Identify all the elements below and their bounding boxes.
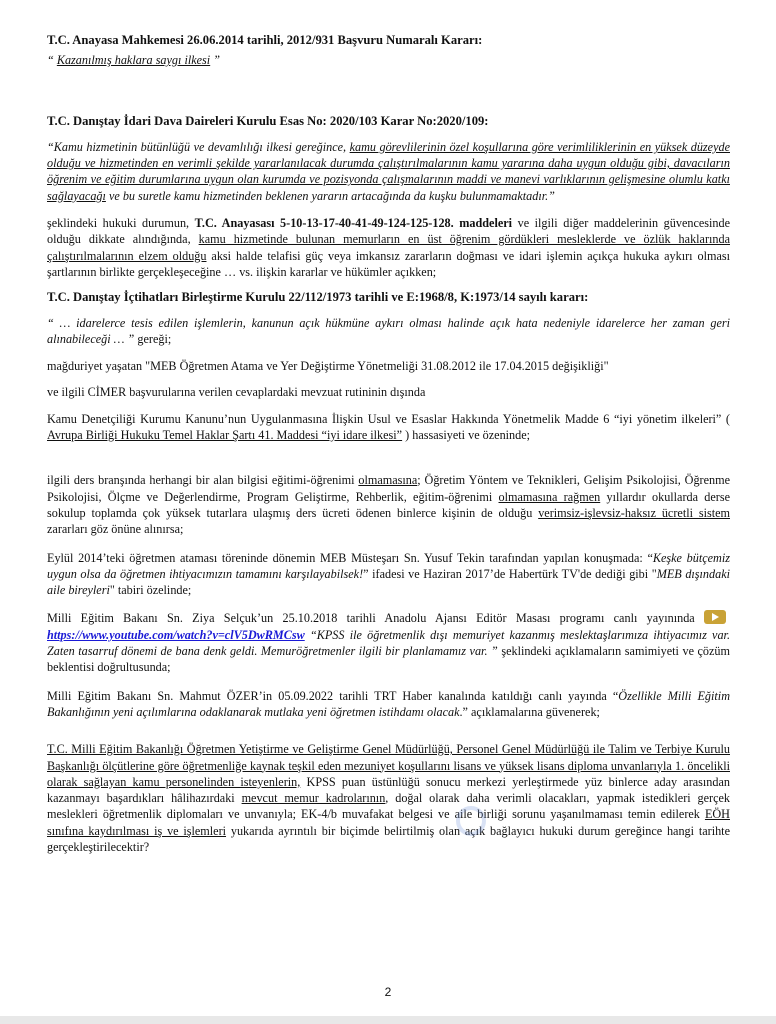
quote-idarelerce bbox=[47, 315, 730, 348]
paragraph-ders-bransi bbox=[47, 472, 730, 537]
text-part: şeklindeki hukuki durumun, bbox=[47, 216, 195, 231]
quote-part: “Kamu hizmetinin bütünlüğü ve devamlılığı ilkesi gereğince, bbox=[47, 139, 350, 154]
text-part: KPSS puan üstünlüğü sonucu merkezi yerleştirmede yüz binlerce aday arasından kazanmayı başardıkları hâlihazırdaki bbox=[47, 774, 730, 806]
text-part: Eylül 2014’teki öğretmen ataması töreninde dönemin MEB Müsteşarı Sn. Yusuf Tekin tarafından yapılan konuşmada: “ bbox=[47, 550, 653, 565]
paragraph-magduriyet: mağduriyet yaşatan "MEB Öğretmen Atama ve Yer Değiştirme Yönetmeliği 31.08.2012 ile 17.04.2015 değişikliği" bbox=[47, 359, 609, 374]
quote-text: Özellikle Milli Eğitim Bakanlığının yeni açılımlarına odaklanarak mutlaka yeni öğretmen istihdamı olacak bbox=[47, 688, 730, 719]
text-part: ” ifadesi ve Haziran 2017’de Habertürk TV'de dediği gibi " bbox=[363, 566, 657, 581]
constitution-articles: T.C. Anayasası 5-10-13-17-40-41-49-124-125-128. maddeleri bbox=[194, 216, 513, 231]
text-part: zararları göz önüne alınırsa; bbox=[47, 522, 184, 537]
text-underlined: EÖH sınıfına kaydırılması iş ve işlemleri bbox=[47, 807, 730, 838]
text-part: yukarıda ayrıntılı bir biçimde belirtilmiş olan açık bağlayıcı hukuki durum gereğince hangi tarihte gerçekleştirilecektir? bbox=[47, 823, 730, 854]
quote-open: “ bbox=[47, 53, 57, 68]
text-part: Milli Eğitim Bakanı Sn. Ziya Selçuk’un 25.10.2018 tarihli Anadolu Ajansı Editör Masası programı canlı yayınında bbox=[47, 611, 704, 626]
text-part: yıllardır okullarda derse sokulup toplamda çok yüksek tutarlara ulaşmış ders ücreti ödenen binlerce kişinin de olduğu bbox=[47, 489, 731, 520]
text-part: ) hassasiyeti ve özeninde; bbox=[402, 428, 531, 443]
quote-text: Keşke bütçemiz uygun olsa da öğretmen ihtiyacımızın tamamını karşılayabilsek! bbox=[47, 550, 730, 581]
text-underlined: mevcut memur kadrolarının bbox=[241, 791, 386, 806]
paragraph-kamu-denetciligi bbox=[47, 411, 730, 444]
paragraph-ziya-selcuk bbox=[47, 610, 730, 675]
text-part: Milli Eğitim Bakanı Sn. Mahmut ÖZER’in 05.09.2022 tarihli TRT Haber kanalında katıldığı canlı yayında “ bbox=[47, 688, 619, 703]
paragraph-mahmut-ozer bbox=[47, 688, 730, 721]
paragraph-meb-question bbox=[47, 741, 730, 855]
heading-danistay-idari-dava: T.C. Danıştay İdari Dava Daireleri Kurulu Esas No: 2020/103 Karar No:2020/109: bbox=[47, 113, 489, 128]
paragraph-hukuki-durum bbox=[47, 215, 730, 280]
text-underlined: Avrupa Birliği Hukuku Temel Haklar Şartı 41. Maddesi “iyi idare ilkesi” bbox=[47, 428, 403, 443]
text-underlined: T.C. Milli Eğitim Bakanlığı Öğretmen Yetiştirme ve Geliştirme Genel Müdürlüğü, Personel Genel Müdürlüğü ile Talim ve Terbiye Kurulu Başkanlığı ölçütlerine göre öğretmenliğe kaynak teşkil eden mezuniyet koşullarını lisans ve yüksek lisans diploma unvanlarıyla 1. öncelikli olarak sağlayan kamu personelinden isteyenlerin, bbox=[47, 742, 730, 789]
text-underlined: olmamasına rağmen bbox=[498, 489, 601, 504]
text-part: " tabiri özelinde; bbox=[109, 583, 192, 598]
loading-spinner-icon bbox=[456, 806, 486, 836]
text-underlined: olmamasına bbox=[358, 473, 418, 488]
paragraph-eylul-2014 bbox=[47, 550, 730, 599]
text-underlined: verimsiz-işlevsiz-haksız ücretli sistem bbox=[538, 505, 730, 520]
footer-bar bbox=[0, 1016, 776, 1024]
quote-text: MEB dışındaki aile bireyleri bbox=[47, 566, 730, 598]
quote-text: “ … idarelerce tesis edilen işlemlerin, kanunun açık hükmüne aykırı olması halinde açık hata nedeniyle idarelerce her zaman geri alınabileceği … ” bbox=[47, 315, 730, 346]
heading-ictihatlari-birlestirme: T.C. Danıştay İçtihatları Birleştirme Kurulu 22/112/1973 tarihli ve E:1968/8, K:1973/14 sayılı kararı: bbox=[47, 290, 589, 305]
youtube-play-icon[interactable] bbox=[704, 610, 726, 624]
text-part: .” açıklamalarına güvenerek; bbox=[459, 704, 600, 719]
text-part: ilgili ders branşında herhangi bir alan bilgisi eğitimi-öğrenimi bbox=[47, 473, 359, 488]
text-underlined: kamu hizmetinde bulunan memurların en üst öğrenim gördükleri mesleklerde ve özlük haklarında çalıştırılmalarının elzem olduğu bbox=[47, 232, 730, 263]
quote-text: Kazanılmış haklara saygı ilkesi bbox=[56, 53, 211, 68]
quote-text: “KPSS ile öğretmenlik dışı memuriyet kazanmış meslektaşlarımıza ihtiyacımız var. Zaten tasarruf dönemi de bana denk geldi. Memuröğretmenler ilgili bir planlamamız var. ” bbox=[47, 627, 730, 659]
quote-kamu-hizmeti bbox=[47, 139, 730, 204]
quote-part: ve bu suretle kamu hizmetinden beklenen yararın artacağında da kuşku bulunmamaktadır.” bbox=[105, 188, 555, 203]
quote-close: ” bbox=[210, 53, 221, 68]
heading-anayasa-mahkemesi: T.C. Anayasa Mahkemesi 26.06.2014 tarihli, 2012/931 Başvuru Numaralı Kararı: bbox=[47, 33, 483, 47]
text-part: gereği; bbox=[134, 331, 172, 346]
text-part: aksi halde telafisi güç veya imkansız zararların doğması ve idari işlemin açıkça hukuka aykırı olması şartlarının birlikte gerçekleşeceğine … vs. ilişkin kararlar ve hükümler açıkken; bbox=[47, 248, 731, 279]
text-part: ; Öğretim Yöntem ve Teknikleri, Gelişim Psikolojisi, Öğrenme Psikolojisi, Ölçme ve Değerlendirme, Program Geliştirme, Rehberlik, eğitim-öğrenimi bbox=[47, 473, 731, 504]
text-part: Kamu Denetçiliği Kurumu Kanunu’nun Uygulanmasına İlişkin Usul ve Esaslar Hakkında Yönetmelik Madde 6 “iyi yönetim ilkeleri” ( bbox=[47, 411, 730, 426]
quote-kazanilmis-haklar bbox=[47, 52, 730, 68]
text-part: şeklindeki açıklamaların samimiyeti ve çözüm beklentisi doğrultusunda; bbox=[47, 644, 730, 675]
text-part: , doğal olarak daha verimli olacakları, yapmak istedikleri gerçek meslekleri öğretmenlik diplomaları ve unvanıyla; EK-4/b muvafakat belgesi ve aile birliği sorunu yaşanılmaması temin edilerek bbox=[47, 791, 730, 822]
youtube-link[interactable]: https://www.youtube.com/watch?v=clV5DwRMCsw bbox=[47, 627, 305, 642]
quote-underlined: kamu görevlilerinin özel koşullarına göre verimliliklerinin en yüksek düzeyde olduğu ve hizmetinden en verimli şekilde yararlanılacak durumda çalıştırılmalarının kamu yararına daha uygun olduğu gibi, davacıların öğrenim ve eğitim durumlarına uygun olan kurumda ve pozisyonda çalışmalarının maddi ve manevi varlıklarının gelişmesine olumlu katkı sağlayacağı bbox=[47, 139, 730, 203]
text-part: ve ilgili diğer maddelerinin güvencesinde olduğu dikkate alındığında, bbox=[47, 216, 731, 247]
page-number: 2 bbox=[384, 985, 392, 999]
paragraph-cimer: ve ilgili CİMER başvurularına verilen cevaplardaki mevzuat rutininin dışında bbox=[47, 385, 426, 400]
